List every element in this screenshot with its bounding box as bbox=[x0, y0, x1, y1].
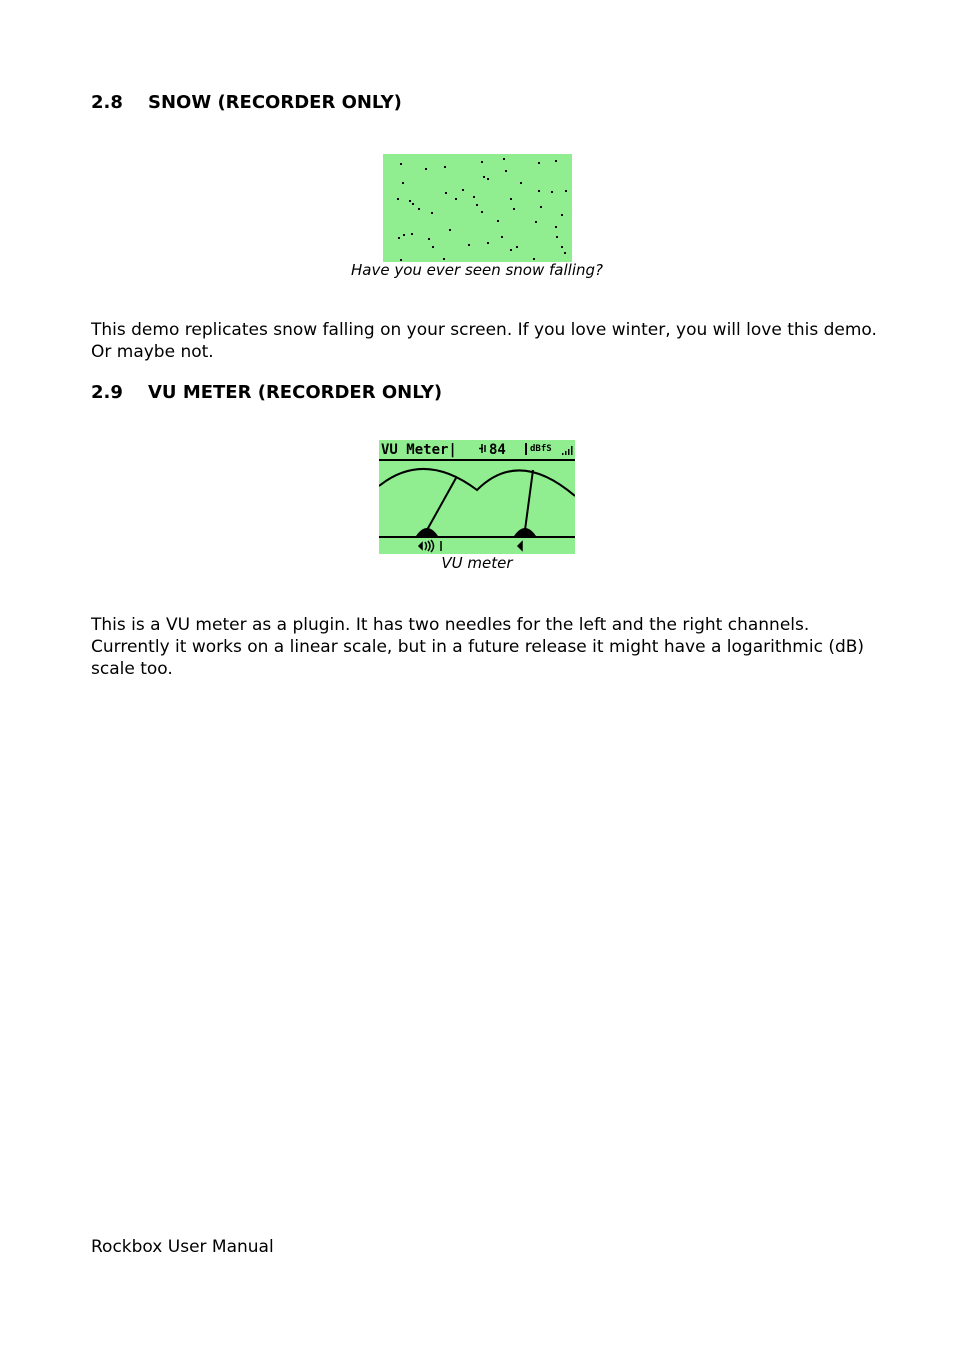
snowflake bbox=[428, 238, 430, 240]
snowflake bbox=[565, 190, 567, 192]
snowflake bbox=[516, 246, 518, 248]
snowflake bbox=[431, 212, 433, 214]
snowflake bbox=[556, 236, 558, 238]
snowflake bbox=[540, 206, 542, 208]
snowflake bbox=[398, 237, 400, 239]
snowflake bbox=[403, 234, 405, 236]
snowflake bbox=[425, 168, 427, 170]
snowflake bbox=[535, 221, 537, 223]
figure-caption-snow: Have you ever seen snow falling? bbox=[351, 261, 603, 279]
snowflake bbox=[505, 170, 507, 172]
snowflake bbox=[533, 258, 535, 260]
snowflake bbox=[487, 178, 489, 180]
section-number: 2.9 bbox=[91, 382, 123, 403]
snowflake bbox=[468, 244, 470, 246]
vu-screen-unit: dBfS bbox=[530, 444, 552, 454]
snowflake bbox=[520, 182, 522, 184]
section-title: VU METER (RECORDER ONLY) bbox=[148, 382, 443, 403]
snowflake bbox=[455, 198, 457, 200]
snowflake bbox=[481, 161, 483, 163]
snowflake bbox=[412, 203, 414, 205]
body-paragraph-snow: This demo replicates snow falling on your screen. If you love winter, you will love this demo. Or maybe not. bbox=[91, 320, 877, 362]
figure-caption-vu-meter: VU meter bbox=[441, 554, 513, 572]
snowflake bbox=[497, 220, 499, 222]
snowflake bbox=[513, 208, 515, 210]
snowflake bbox=[409, 200, 411, 202]
section-title: SNOW (RECORDER ONLY) bbox=[148, 92, 402, 113]
snowflake bbox=[462, 189, 464, 191]
snowflake bbox=[555, 160, 557, 162]
vu-screen-title: VU Meter| bbox=[381, 442, 457, 458]
snow-screenshot bbox=[383, 154, 572, 262]
vu-meter-screenshot bbox=[379, 440, 575, 554]
section-number: 2.8 bbox=[91, 92, 123, 113]
snowflake bbox=[443, 258, 445, 260]
title-separator bbox=[525, 443, 527, 455]
snowflake bbox=[411, 233, 413, 235]
snowflake bbox=[483, 176, 485, 178]
snowflake bbox=[449, 229, 451, 231]
snowflake bbox=[561, 246, 563, 248]
vu-screen-value: 84 bbox=[489, 442, 506, 458]
vu-meter-figure bbox=[0, 440, 954, 554]
snowflake bbox=[487, 242, 489, 244]
section-heading-vu-meter bbox=[91, 382, 442, 403]
body-paragraph-vu-meter: This is a VU meter as a plugin. It has two needles for the left and the right channels. Currently it works on a linear scale, but in a future release it might have a logarithmic (dB) scale too. bbox=[91, 615, 865, 679]
snowflake bbox=[555, 226, 557, 228]
snowflake bbox=[397, 198, 399, 200]
snowflake bbox=[538, 190, 540, 192]
snowflake bbox=[418, 208, 420, 210]
snowflake bbox=[501, 236, 503, 238]
snowflake bbox=[503, 158, 505, 160]
snowflake bbox=[400, 163, 402, 165]
snowflake bbox=[538, 162, 540, 164]
page-footer: Rockbox User Manual bbox=[91, 1237, 274, 1257]
snowflake bbox=[444, 166, 446, 168]
snowflake bbox=[476, 204, 478, 206]
snowflake bbox=[510, 249, 512, 251]
snowflake bbox=[551, 191, 553, 193]
snowflake bbox=[402, 182, 404, 184]
snowflake bbox=[432, 246, 434, 248]
snowflake bbox=[564, 252, 566, 254]
section-heading-snow bbox=[91, 92, 402, 113]
lcd-background bbox=[383, 154, 572, 262]
snowflake bbox=[473, 196, 475, 198]
snowflake bbox=[445, 192, 447, 194]
snowflake bbox=[510, 198, 512, 200]
snowflake bbox=[481, 211, 483, 213]
snowflake bbox=[561, 214, 563, 216]
snow-figure bbox=[0, 154, 954, 262]
